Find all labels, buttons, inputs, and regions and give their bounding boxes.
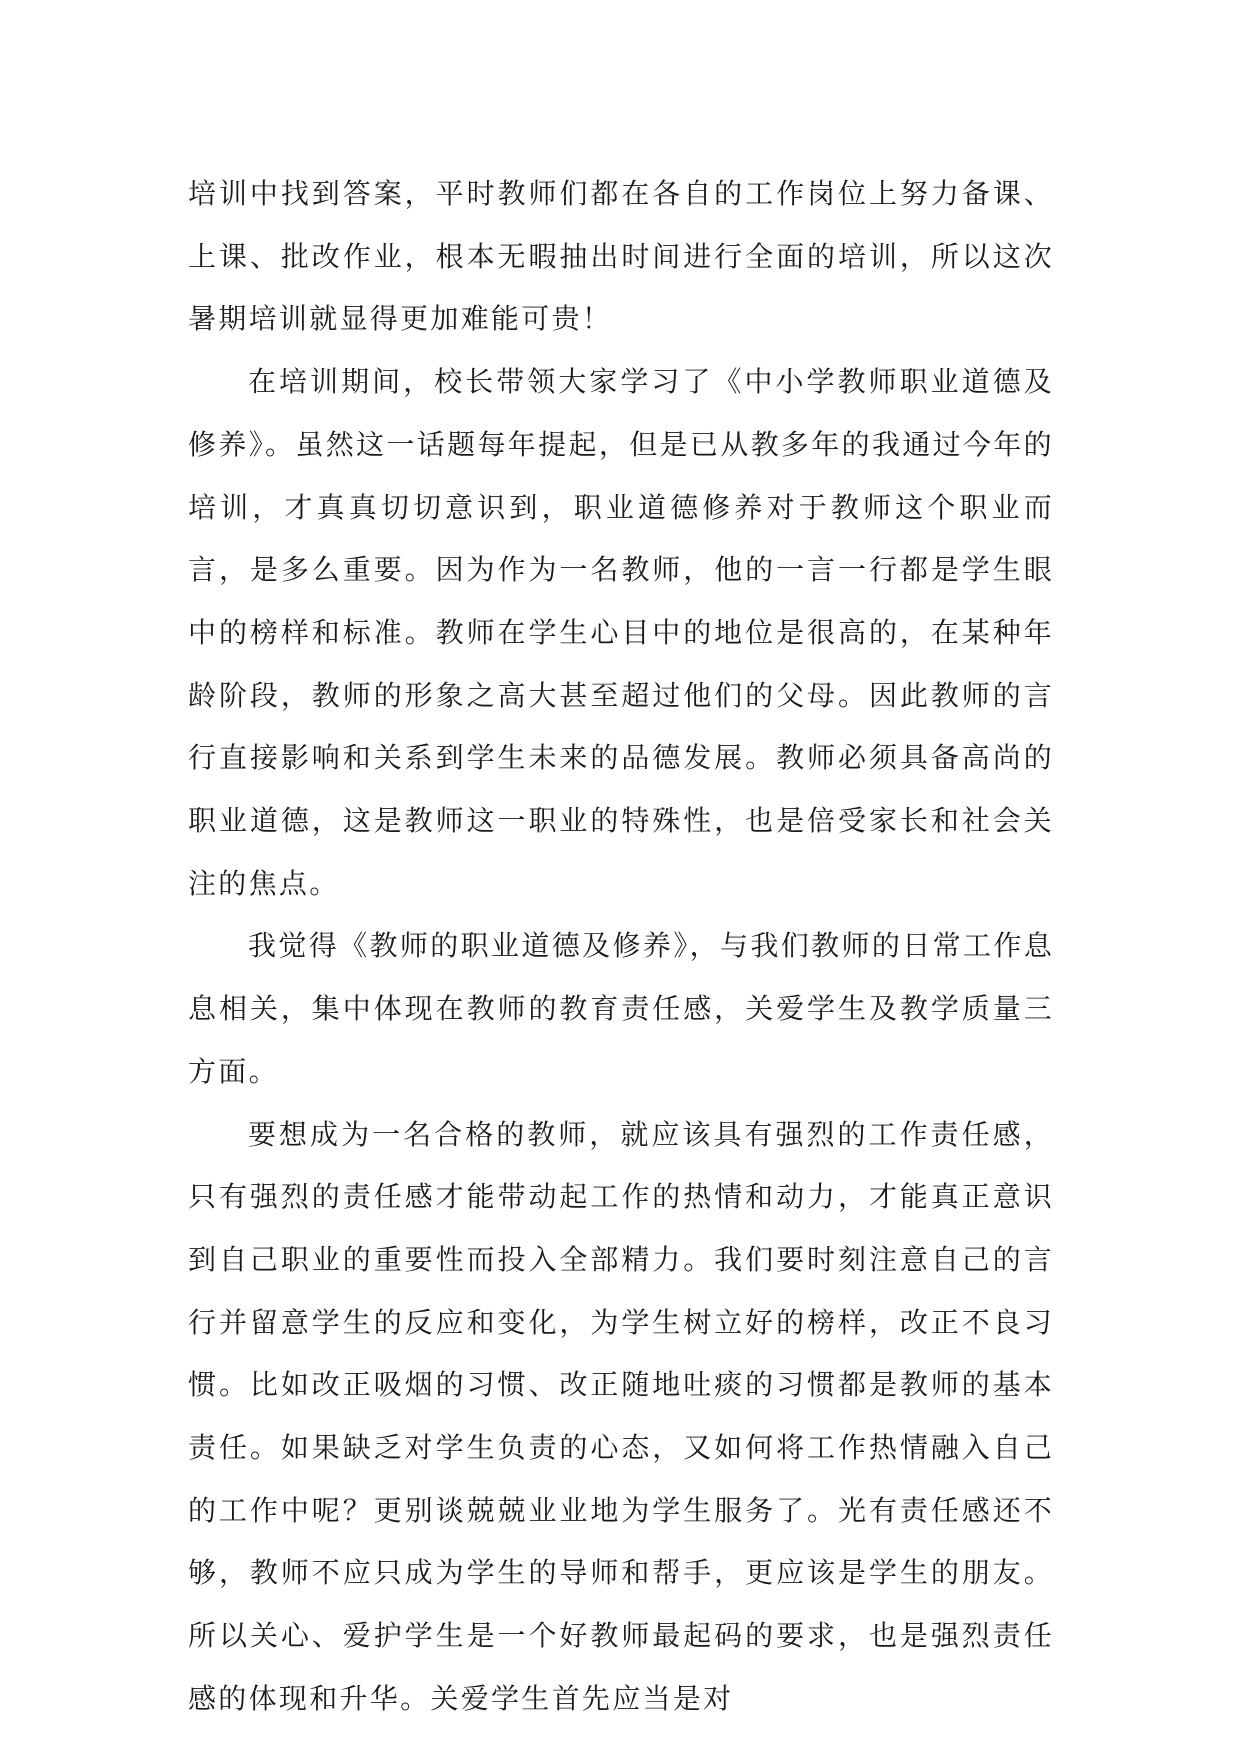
paragraph-continuation: 培训中找到答案，平时教师们都在各自的工作岗位上努力备课、上课、批改作业，根本无暇抽出时间进行全面的培训，所以这次暑期培训就显得更加难能可贵！ (188, 177, 1054, 336)
paragraph-responsibility: 要想成为一名合格的教师，就应该具有强烈的工作责任感，只有强烈的责任感才能带动起工作的热情和动力，才能真正意识到自己职业的重要性而投入全部精力。我们要时刻注意自己的言行并留意学生的反应和变化，为学生树立好的榜样，改正不良习惯。比如改正吸烟的习惯、改正随地吐痰的习惯都是教师的基本责任。如果缺乏对学生负责的心态，又如何将工作热情融入自己的工作中呢？更别谈兢兢业业地为学生服务了。光有责任感还不够，教师不应只成为学生的导师和帮手，更应该是学生的朋友。所以关心、爱护学生是一个好教师最起码的要求，也是强烈责任感的体现和升华。关爱学生首先应当是对 (188, 1117, 1054, 1715)
document-body (188, 163, 1054, 1731)
paragraph-training-ethics: 在培训期间，校长带领大家学习了《中小学教师职业道德及修养》。虽然这一话题每年提起，但是已从教多年的我通过今年的培训，才真真切切意识到，职业道德修养对于教师这个职业而言，是多么重要。因为作为一名教师，他的一言一行都是学生眼中的榜样和标准。教师在学生心目中的地位是很高的，在某种年龄阶段，教师的形象之高大甚至超过他们的父母。因此教师的言行直接影响和关系到学生未来的品德发展。教师必须具备高尚的职业道德，这是教师这一职业的特殊性，也是倍受家长和社会关注的焦点。 (188, 365, 1054, 900)
paragraph-ethics-summary: 我觉得《教师的职业道德及修养》，与我们教师的日常工作息息相关，集中体现在教师的教育责任感，关爱学生及教学质量三方面。 (188, 929, 1054, 1088)
